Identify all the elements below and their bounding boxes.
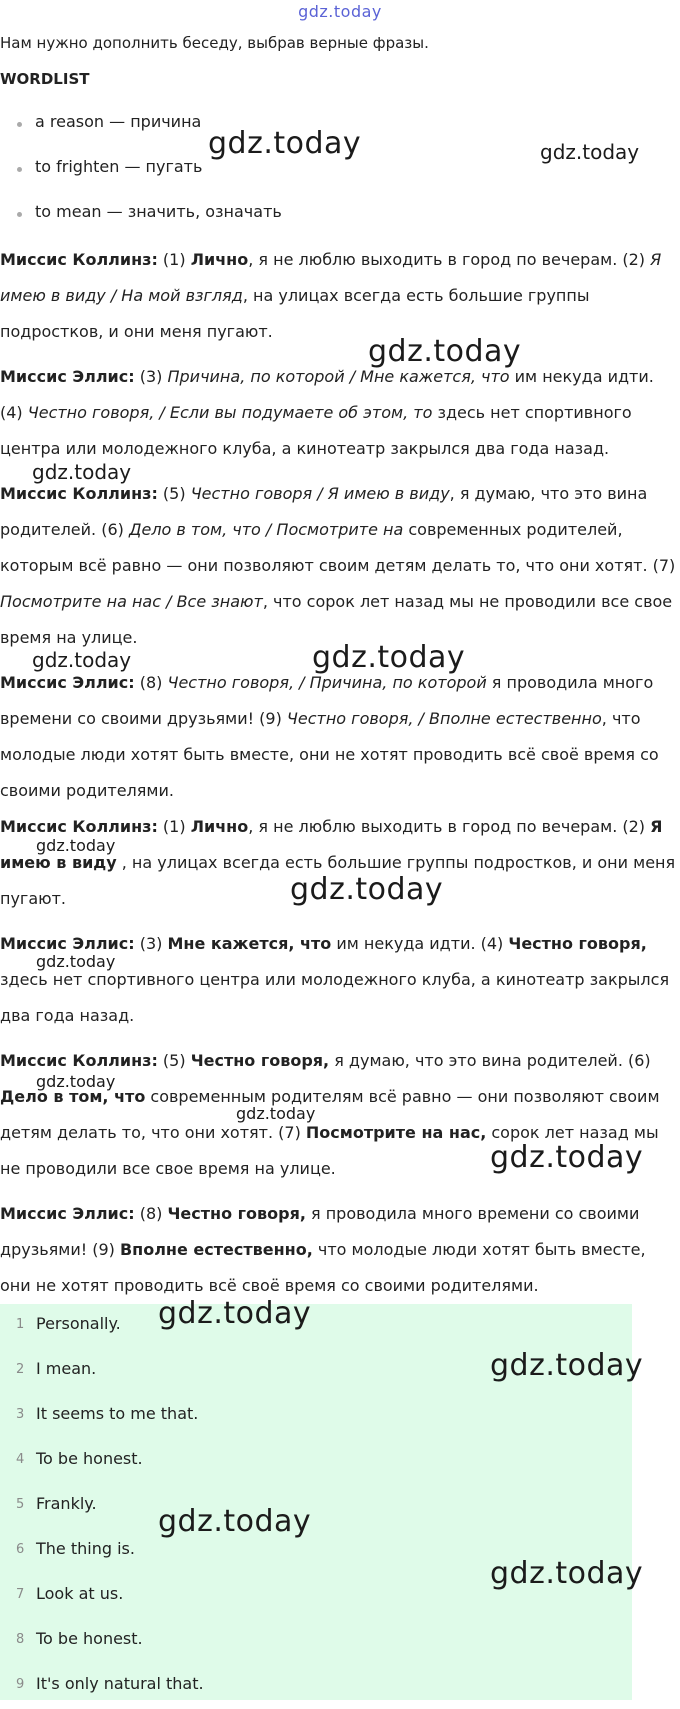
phrase-options: Я имею в виду / На мой взгляд [0,250,662,305]
speaker-label: Миссис Коллинз: [0,250,158,269]
phrase-options: Причина, по которой / Мне кажется, что [167,367,510,386]
answer-item [0,1664,632,1709]
phrase: Мне кажется, что [167,934,332,953]
answer-number: 9 [16,1677,25,1692]
dialogue-line-answer [0,809,676,917]
speaker-label: Миссис Эллис: [0,1204,135,1223]
watermark: gdz.today [490,1556,644,1591]
speaker-label: Миссис Коллинз: [0,817,158,836]
watermark: gdz.today [158,1296,312,1331]
answer-text: I mean. [36,1359,97,1378]
phrase-options: Честно говоря / Я имею в виду [190,484,450,503]
phrase: Лично [190,250,249,269]
watermark: gdz.today [290,872,444,907]
watermark: gdz.today [490,1140,644,1175]
watermark: gdz.today [36,836,116,855]
answer-text: To be honest. [36,1449,143,1468]
answer-text: Look at us. [36,1584,124,1603]
phrase-options: Честно говоря, / Если вы подумаете об этом, то [27,403,433,422]
dialogue-line [0,476,676,656]
text: современным родителям всё равно — они позволяют своим детям делать то, что они хотят. (7) [0,1087,660,1142]
text: (5) [157,1051,191,1070]
answer-number: 2 [16,1362,25,1377]
wordlist-item: a reason — причина [0,112,282,157]
phrase: Вполне естественно, [119,1240,313,1259]
answer-item [0,1574,632,1619]
text: (3) [134,367,168,386]
text: (1) [157,817,191,836]
wordlist-heading: WORDLIST [0,70,90,88]
dialogue-line [0,242,676,350]
dialogue-line [0,665,676,809]
task-intro: Нам нужно дополнить беседу, выбрав верные фразы. [0,34,429,52]
text: (1) [157,250,191,269]
answer-item [0,1349,632,1394]
text: я проводила много времени со своими друзьями! (9) [0,673,654,728]
answer-text: Personally. [36,1314,121,1333]
watermark: gdz.today [236,1104,316,1123]
speaker-label: Миссис Эллис: [0,367,135,386]
answer-text: The thing is. [36,1539,135,1558]
watermark: gdz.today [312,640,466,675]
answer-number: 6 [16,1542,25,1557]
watermark: gdz.today [32,648,132,672]
text: (3) [134,934,168,953]
text: (8) [134,1204,168,1223]
dialogue-line-answer [0,926,676,1034]
answer-list [0,1304,632,1700]
answer-item [0,1529,632,1574]
speaker-label: Миссис Эллис: [0,934,135,953]
phrase-options: Честно говоря, / Причина, по которой [167,673,487,692]
answer-text: To be honest. [36,1629,143,1648]
text: здесь нет спортивного центра или молодежного клуба, а кинотеатр закрылся два года назад. [0,970,670,1025]
phrase-options: Дело в том, что / Посмотрите на [128,520,404,539]
phrase: Честно говоря, [167,1204,306,1223]
site-logo[interactable]: gdz.today [298,2,382,21]
phrase: Честно говоря, [190,1051,330,1070]
answer-item [0,1439,632,1484]
phrase: Дело в том, что [0,1087,146,1106]
wordlist [0,112,282,247]
dialogue-line-answer [0,1196,676,1304]
answer-number: 5 [16,1497,25,1512]
answer-number: 1 [16,1317,25,1332]
watermark: gdz.today [368,334,522,369]
text: я проводила много времени со своими друзьями! (9) [0,1204,640,1259]
wordlist-item: to frighten — пугать [0,157,282,202]
text: я думаю, что это вина родителей. (6) [329,1051,651,1070]
text: , я не люблю выходить в город по вечерам. (2) [248,250,651,269]
speaker-label: Миссис Эллис: [0,673,135,692]
answer-item [0,1394,632,1439]
text: , я не люблю выходить в город по вечерам. (2) [248,817,651,836]
text: им некуда идти. (4) [331,934,509,953]
text: (8) [134,673,168,692]
answer-number: 3 [16,1407,25,1422]
answer-item [0,1484,632,1529]
answer-text: It's only natural that. [36,1674,204,1693]
watermark: gdz.today [36,1072,116,1091]
phrase: Посмотрите на нас, [305,1123,487,1142]
phrase: Я имею в виду [0,817,663,872]
answer-text: It seems to me that. [36,1404,199,1423]
watermark: gdz.today [158,1504,312,1539]
text: что молодые люди хотят быть вместе, они не хотят проводить всё своё время со своими родителями. [0,1240,646,1295]
speaker-label: Миссис Коллинз: [0,484,158,503]
answer-item [0,1304,632,1349]
watermark: gdz.today [490,1348,644,1383]
answer-number: 4 [16,1452,25,1467]
answer-text: Frankly. [36,1494,97,1513]
wordlist-item: to mean — значить, означать [0,202,282,247]
watermark: gdz.today [32,460,132,484]
watermark: gdz.today [208,126,362,161]
text: современных родителей, которым всё равно — они позволяют своим детям делать то, что они хотят. (7) [0,520,676,575]
phrase-options: Посмотрите на нас / Все знают [0,592,263,611]
text: , я думаю, что это вина родителей. (6) [0,484,648,539]
text: (5) [157,484,191,503]
text: , на улицах всегда есть большие группы подростков, и они меня пугают. [0,853,676,908]
dialogue-line-answer [0,1043,676,1187]
text: сорок лет назад мы не проводили все свое время на улице. [0,1123,659,1178]
text: здесь нет спортивного центра или молодежного клуба, а кинотеатр закрылся два года назад. [0,403,632,458]
answer-number: 7 [16,1587,25,1602]
watermark: gdz.today [36,952,116,971]
phrase-options: Честно говоря, / Вполне естественно [286,709,602,728]
text: , что сорок лет назад мы не проводили все свое время на улице. [0,592,673,647]
answer-number: 8 [16,1632,25,1647]
text: , на улицах всегда есть большие группы подростков, и они меня пугают. [0,286,590,341]
text: , что молодые люди хотят быть вместе, они не хотят проводить всё своё время со своими родителями. [0,709,659,800]
phrase: Честно говоря, [508,934,647,953]
speaker-label: Миссис Коллинз: [0,1051,158,1070]
text: им некуда идти. (4) [0,367,654,422]
dialogue-line [0,359,676,467]
answer-item [0,1619,632,1664]
phrase: Лично [190,817,249,836]
watermark: gdz.today [540,140,640,164]
